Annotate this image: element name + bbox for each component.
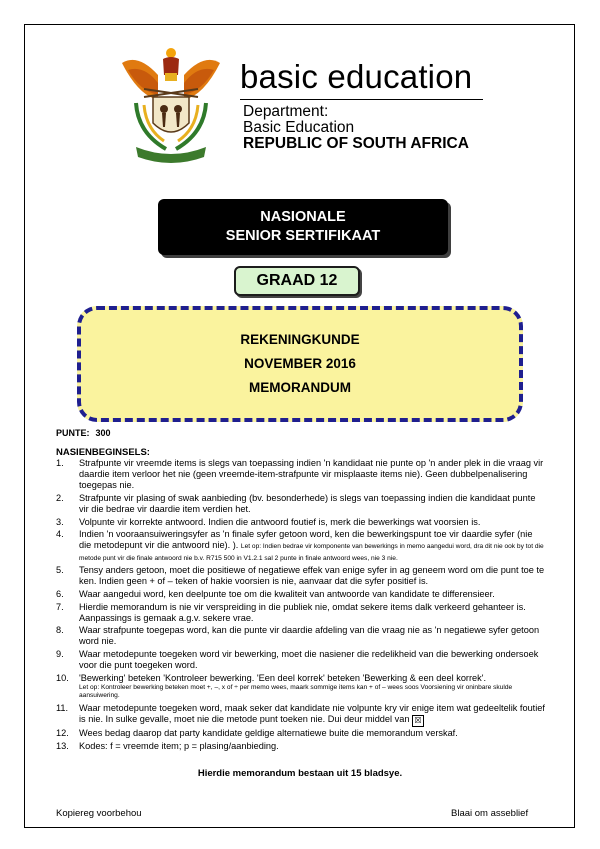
- list-item: 5. Tensy anders getoon, moet die positiewe of negatiewe effek van enige syfer in ag geneem word om die punt toe te ken. Indien geen + of – teken of hakie voorsien is nie, aanvaar dat die syfer positief is.: [56, 565, 545, 587]
- turn-over-footer: Blaai om asseblief: [451, 808, 529, 819]
- list-item: 11. Waar metodepunte toegeken word, maak seker dat kandidate nie volpunte kry vir enige item wat gedeeltelik foutief is nie. In sulke gevalle, moet nie die metode punt toeken nie. Dui deur middel van ☒: [56, 702, 545, 725]
- brand-wordmark: basic education: [240, 58, 473, 95]
- list-item: 10. 'Bewerking' beteken 'Kontroleer bewerking. 'Een deel korrek' beteken 'Bewerking & een deel korrek'. Let op: Kontroleer bewerking beteken moet +, –, x of ÷ per memo wees, maark sommige items kan + of – wees soos Voorsiening vir oninbare skulde aansuiwering.: [56, 673, 546, 701]
- list-item: 8. Waar strafpunte toegepas word, kan die punte vir daardie afdeling van die vraag nie as 'n negatiewe syfer getoon word nie.: [56, 625, 540, 647]
- list-item: 13. Kodes: f = vreemde item; p = plasing/aanbieding.: [56, 740, 279, 751]
- department-line-2: Basic Education: [243, 119, 355, 136]
- memo-title-box: [77, 306, 523, 422]
- list-item: 9. Waar metodepunte toegeken word vir bewerking, moet die nasiener die redelikheid van die bewerking ondersoek voor die punt toegeken word.: [56, 649, 539, 671]
- brand-underline: [240, 99, 483, 100]
- list-item: 12. Wees bedag daarop dat party kandidate geldige alternatiewe buite die memorandum verskaf.: [56, 728, 458, 739]
- list-item: 1. Strafpunte vir vreemde items is slegs van toepassing indien 'n kandidaat nie punte op 'n ander plek in die vraag vir daardie item verloor het nie (geen vreemde-item-strafpunte vir misplaaste items nie). Geen dubbelpenalisering toegepas nie.: [56, 458, 544, 491]
- exam-date: NOVEMBER 2016: [244, 356, 356, 371]
- list-item: 4. Indien 'n vooraansuiweringsyfer as 'n finale syfer getoon word, ken die bewerkingspunt toe vir daardie syfer (nie die metodepunt vir die antwoord nie). ). Let op: Indien bedrae vir komponente van bewerkings in memo aangedui word, dra dit nie ook by tot die metode punt vir die finale antwoord nie b.v. R715 500 in V1.2.1 sal 2 punte in finale antwoord wees, nie 3 nie.: [56, 529, 544, 562]
- checkbox-x-icon: ☒: [412, 715, 424, 727]
- marking-principles-list: [56, 458, 546, 754]
- coat-of-arms-icon: [118, 45, 224, 165]
- total-marks-label: PUNTE:: [56, 428, 90, 438]
- total-marks-value: 300: [95, 428, 111, 438]
- list-item: 2. Strafpunte vir plasing of swak aanbieding (bv. besonderhede) is slegs van toepassing indien die kandidaat punte vir die bedrae vir daardie item verdien het.: [56, 492, 536, 514]
- certificate-title-line-1: NASIONALE: [260, 209, 346, 225]
- certificate-title-box: [158, 199, 448, 255]
- list-item: 7. Hierdie memorandum is nie vir verspreiding in die publiek nie, omdat sekere items dalk verkeerd gehanteer is. Aanpassings is gemaak a.g.v. sekere vrae.: [56, 601, 526, 623]
- department-line-3: REPUBLIC OF SOUTH AFRICA: [243, 135, 469, 152]
- marking-principles-title: NASIENBEGINSELS:: [56, 447, 150, 458]
- department-line-1: Department:: [243, 103, 329, 120]
- total-marks: [56, 428, 111, 438]
- page-count-note: Hierdie memorandum bestaan uit 15 bladsye.: [197, 768, 403, 779]
- document-type: MEMORANDUM: [249, 380, 351, 395]
- grade-badge: GRAAD 12: [234, 266, 360, 296]
- subject-title: REKENINGKUNDE: [240, 332, 360, 347]
- list-item: 6. Waar aangedui word, ken deelpunte toe om die kwaliteit van antwoorde van kandidate te differensieer.: [56, 588, 495, 599]
- list-item-note: Let op: Kontroleer bewerking beteken moet +, –, x of ÷ per memo wees, maark sommige items kan + of – wees soos Voorsiening vir oninbare skulde aansuiwering.: [79, 683, 513, 700]
- copyright-footer: Kopiereg voorbehou: [56, 808, 142, 819]
- certificate-title-line-2: SENIOR SERTIFIKAAT: [225, 228, 381, 244]
- list-item-note: Let op: Indien bedrae vir komponente van bewerkings in memo aangedui word, dra dit nie ook by tot die metode punt vir die finale antwoord nie b.v. R715 500 in V1.2.1 sal 2 punte in finale antwoord wees, nie 3 nie.: [79, 543, 544, 562]
- list-item: 3. Volpunte vir korrekte antwoord. Indien die antwoord foutief is, merk die bewerkings wat voorsien is.: [56, 516, 481, 527]
